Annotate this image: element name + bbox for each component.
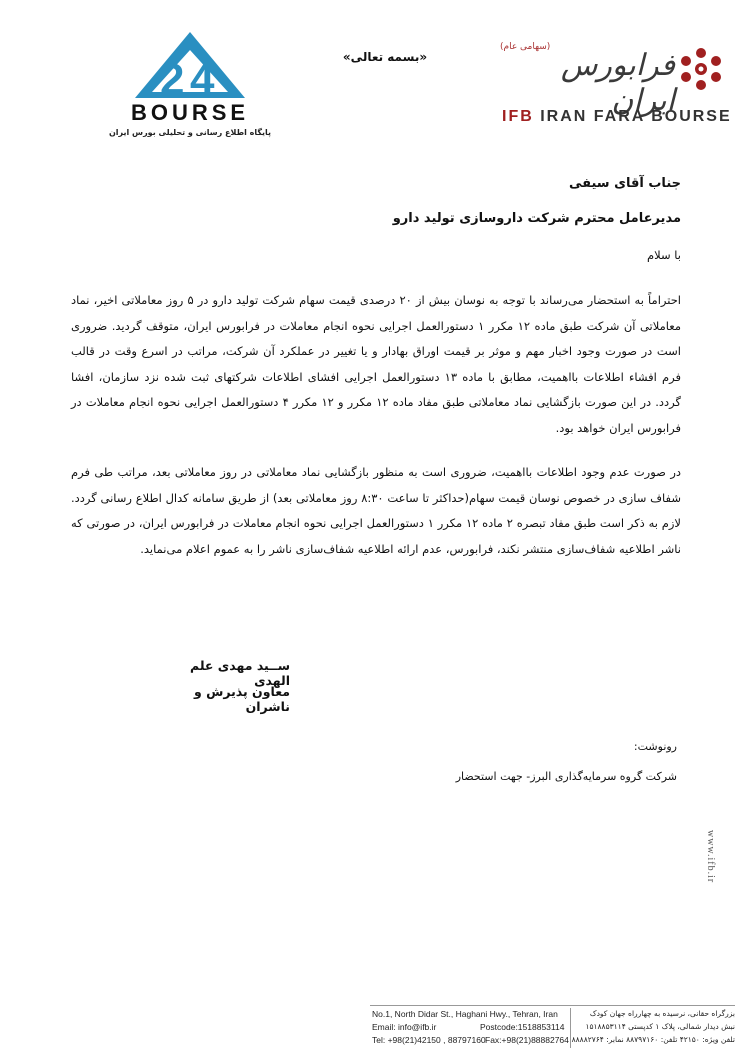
footer-address-en: No.1, North Didar St., Haghani Hwy., Tehran, Iran (372, 1009, 558, 1019)
footer-address-fa-1: بزرگراه حقانی، نرسیده به چهارراه جهان کودک (589, 1009, 735, 1018)
cc-recipient: شرکت گروه سرمایه‌گذاری البرز- جهت استحضار (455, 770, 677, 783)
footer-email[interactable]: Email: info@ifb.ir (372, 1022, 437, 1032)
ifb-emblem-icon (675, 44, 727, 94)
footer-tel: Tel: +98(21)42150 , 88797160 (372, 1035, 486, 1045)
bourse-subtitle: پایگاه اطلاع رسانی و تحلیلی بورس ایران (108, 128, 272, 137)
svg-text:2: 2 (160, 55, 185, 104)
footer-address-fa-3: تلفن ویژه: ۴۲۱۵۰ تلفن: ۸۸۷۹۷۱۶۰ نمابر: ۸۸۸۸۲۷۶۴ (571, 1035, 735, 1044)
svg-text:4: 4 (190, 55, 215, 104)
greeting: با سلام (647, 248, 681, 262)
ifb-full-name: IRAN FARA BOURSE (540, 108, 732, 125)
cc-label: رونوشت: (633, 740, 677, 753)
addressee: جناب آقای سیفی (568, 176, 681, 191)
ifb-name-english (502, 108, 734, 126)
signatory-title: معاون پذیرش و ناشران (193, 684, 290, 714)
ifb-acronym: IFB (502, 108, 534, 125)
signatory-name: ســید مهدی علم الهدی (190, 658, 290, 688)
footer-address-fa-2: نبش دیدار شمالی، پلاک ۱ کدپستی ۱۵۱۸۸۵۳۱۱۴ (585, 1022, 735, 1031)
website-link[interactable]: www.ifb.ir (705, 830, 716, 884)
ifb-name-persian: فرابورس ایران (560, 48, 675, 118)
addressee-position: مدیرعامل محترم شرکت داروسازی تولید دارو (392, 211, 681, 226)
basmala: «بسمه تعالی» (342, 50, 428, 64)
bourse-wordmark: BOURSE (130, 100, 250, 125)
body-paragraph-2: در صورت عدم وجود اطلاعات بااهمیت، ضروری است به منظور بازگشایی نماد معاملاتی در روز معاملاتی بعد، مراتب طی فرم شفاف سازی در خصوص نوسان قیمت سهام(حداکثر تا ساعت ۸:۳۰ روز معاملاتی بعد) از طریق سامانه کدال اطلاع رسانی گردد. لازم به ذکر است طبق مفاد تبصره ۲ ماده ۱۲ مکرر ۱ دستورالعمل اجرایی نحوه انجام معاملات در فرابورس ایران، در صورتی که ناشر اطلاعیه شفاف‌سازی منتشر نکند، فرابورس، عدم ارائه اطلاعیه شفاف‌سازی ناشر را به عموم اعلام می‌نماید. (71, 465, 681, 556)
footer-postcode: Postcode:1518853114 (480, 1022, 565, 1032)
ifb-company-type: (سهامی عام) (500, 42, 551, 52)
footer-fax: Fax:+98(21)88882764 (485, 1035, 569, 1045)
body-paragraph-1: احتراماً به استحضار می‌رساند با توجه به نوسان بیش از ۲۰ درصدی قیمت سهام شرکت تولید دارو در ۵ روز معاملاتی اخیر، نماد معاملاتی آن شرکت طبق ماده ۱۲ مکرر ۱ دستورالعمل اجرایی نحوه انجام معاملات در فرابورس ایران، متوقف گردید. ضروری است در صورت وجود اخبار مهم و موثر بر قیمت اوراق بهادار و یا تغییر در عملکرد آن شرکت، مراتب در اسرع وقت در قالب فرم افشاء اطلاعات بااهمیت، مطابق با ماده ۱۳ دستورالعمل اجرایی افشای اطلاعات شرکتهای ثبت شده نزد سازمان، افشا گردد. در این صورت بازگشایی نماد معاملاتی طبق مفاد ماده ۱۲ مکرر و ۱۲ مکرر ۴ دستورالعمل اجرایی نحوه انجام معاملات در فرابورس ایران خواهد بود. (71, 293, 682, 435)
letter-footer (370, 1005, 735, 1051)
